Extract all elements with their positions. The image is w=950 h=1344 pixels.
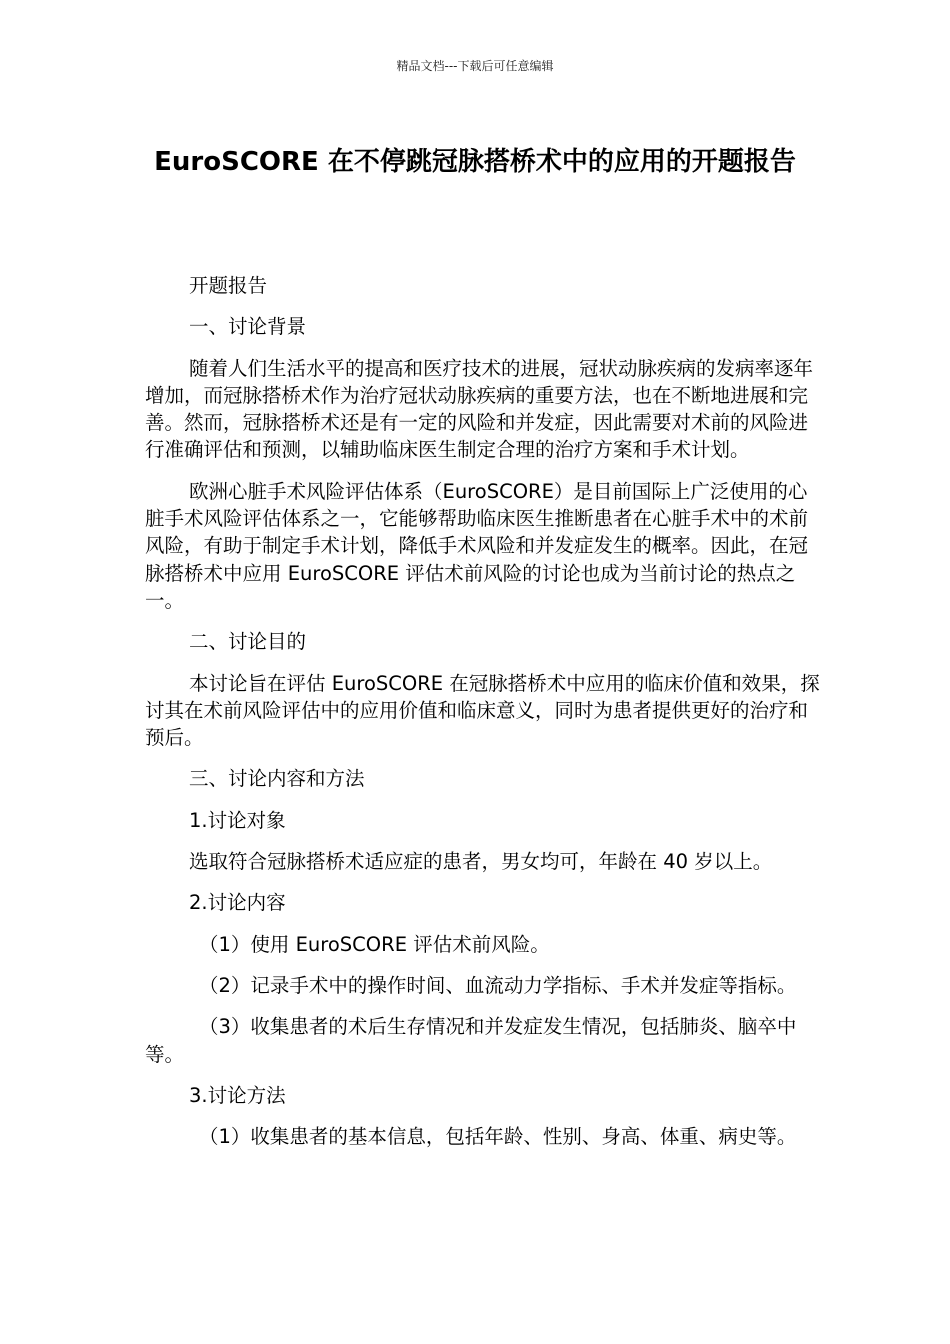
list-item-methods-1: （1）收集患者的基本信息，包括年龄、性别、身高、体重、病史等。 <box>199 1125 797 1149</box>
subheading-content: 2.讨论内容 <box>189 891 286 915</box>
header-note: 精品文档---下载后可任意编辑 <box>396 59 554 73</box>
paragraph-background-1: 随着人们生活水平的提高和医疗技术的进展，冠状动脉疾病的发病率逐年增加，而冠脉搭桥术作为治疗冠状动脉疾病的重要方法，也在不断地进展和完善。然而，冠脉搭桥术还是有一定的风险和并发症，因此需要对术前的风险进行准确评估和预测，以辅助临床医生制定合理的治疗方案和手术计划。 <box>145 356 814 462</box>
paragraph-purpose: 本讨论旨在评估 EuroSCORE 在冠脉搭桥术中应用的临床价值和效果，探讨其在术前风险评估中的应用价值和临床意义，同时为患者提供更好的治疗和预后。 <box>145 671 820 750</box>
list-item-content-3: （3）收集患者的术后生存情况和并发症发生情况，包括肺炎、脑卒中等。 <box>145 1015 797 1066</box>
document-title: EuroSCORE 在不停跳冠脉搭桥术中的应用的开题报告 <box>154 147 796 177</box>
paragraph-background-2: 欧洲心脏手术风险评估体系（EuroSCORE）是目前国际上广泛使用的心脏手术风险评估体系之一，它能够帮助临床医生推断患者在心脏手术中的术前风险，有助于制定手术计划，降低手术风险和并发症发生的概率。因此，在冠脉搭桥术中应用 EuroSCORE 评估术前风险的讨论也成为当前讨论的热点之一。 <box>145 479 809 612</box>
section-heading-purpose: 二、讨论目的 <box>189 630 307 654</box>
list-item-content-1: （1）使用 EuroSCORE 评估术前风险。 <box>199 932 550 956</box>
paragraph-subjects: 选取符合冠脉搭桥术适应症的患者，男女均可，年龄在 40 岁以上。 <box>189 850 773 874</box>
subheading-methods: 3.讨论方法 <box>189 1083 286 1107</box>
section-heading-content-methods: 三、讨论内容和方法 <box>189 767 365 791</box>
section-label-proposal: 开题报告 <box>189 274 268 297</box>
section-heading-background: 一、讨论背景 <box>189 315 307 339</box>
subheading-subjects: 1.讨论对象 <box>189 808 286 832</box>
document-body <box>145 272 825 1164</box>
list-item-content-2: （2）记录手术中的操作时间、血流动力学指标、手术并发症等指标。 <box>199 973 797 997</box>
